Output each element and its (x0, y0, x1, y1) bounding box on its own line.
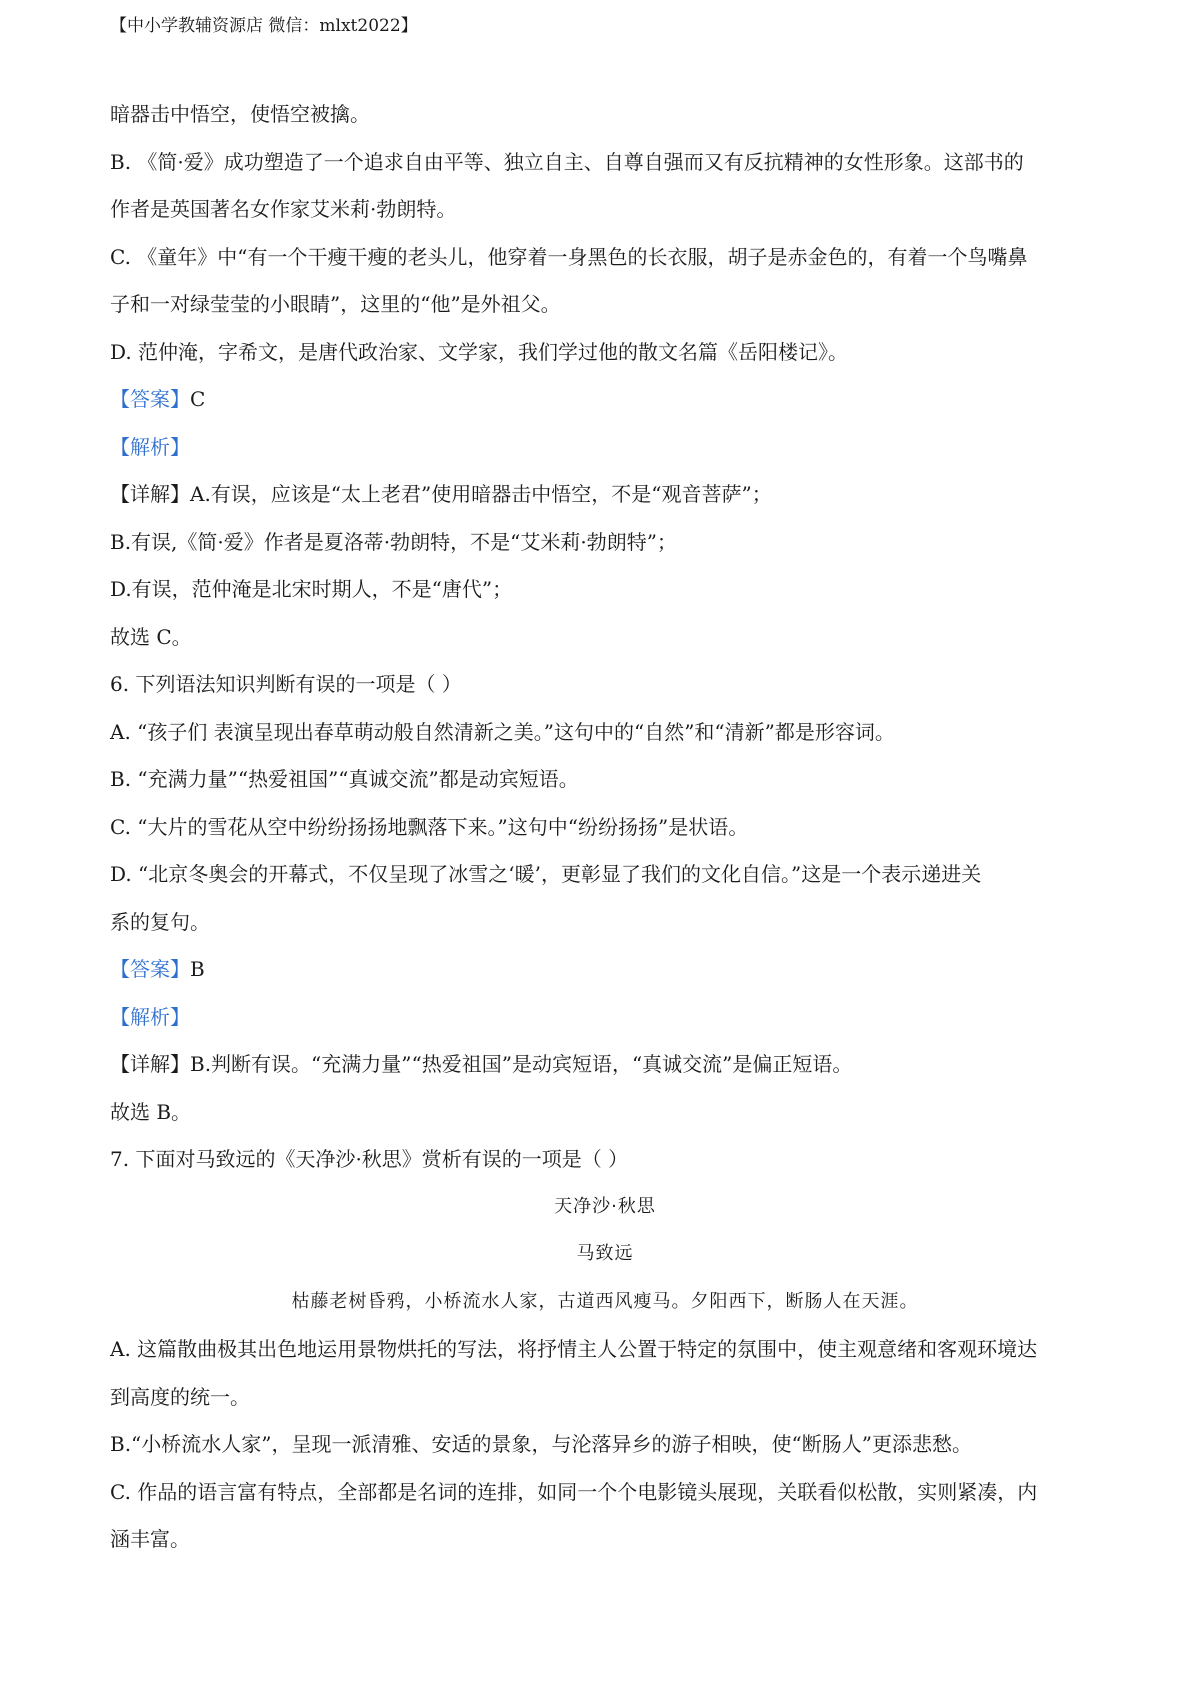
text-line: 子和一对绿莹莹的小眼睛”，这里的“他”是外祖父。 (110, 292, 561, 316)
answer-value: C (190, 387, 206, 411)
poem-author: 马致远 (576, 1243, 634, 1264)
answer-line (110, 953, 1100, 1001)
document-body (110, 98, 1100, 1571)
text-line: 故选 B。 (110, 1099, 192, 1124)
text-line: B. 《简·爱》成功塑造了一个追求自由平等、独立自主、自尊自强而又有反抗精神的女性形象。这部书的 (110, 149, 1024, 174)
text-line: C. 作品的语言富有特点，全部都是名词的连排，如同一个个电影镜头展现，关联看似松散，实则紧凑，内 (110, 1479, 1038, 1504)
poem-title: 天净沙·秋思 (554, 1195, 656, 1217)
analysis-line (110, 431, 1100, 479)
text-line: B.有误,《简·爱》作者是夏洛蒂·勃朗特，不是“艾米莉·勃朗特”； (110, 529, 677, 554)
analysis-label: 【解析】 (110, 434, 190, 459)
text-line: 【详解】A.有误，应该是“太上老君”使用暗器击中悟空，不是“观音菩萨”； (110, 482, 772, 506)
analysis-line (110, 1001, 1100, 1049)
text-line: D. “北京冬奥会的开幕式，不仅呈现了冰雪之‘暖’，更彰显了我们的文化自信。”这是一个表示递进关 (110, 862, 982, 886)
question-title: 7. 下面对马致远的《天净沙·秋思》赏析有误的一项是（ ） (110, 1147, 629, 1171)
text-line: 【详解】B.判断有误。“充满力量”“热爱祖国”是动宾短语，“真诚交流”是偏正短语。 (110, 1052, 853, 1076)
poem-text: 枯藤老树昏鸦，小桥流水人家，古道西风瘦马。夕阳西下，断肠人在天涯。 (291, 1290, 919, 1312)
text-line: 故选 C。 (110, 624, 192, 649)
text-line: 涵丰富。 (110, 1527, 190, 1551)
answer-label: 【答案】 (110, 387, 190, 411)
question-title: 6. 下列语法知识判断有误的一项是（ ） (110, 672, 462, 696)
text-line: A. “孩子们 表演呈现出春草萌动般自然清新之美。”这句中的“自然”和“清新”都是形容词。 (110, 719, 895, 744)
text-line: B.“小桥流水人家”，呈现一派清雅、安适的景象，与沦落异乡的游子相映，使“断肠人”更添悲愁。 (110, 1432, 972, 1456)
answer-line (110, 383, 1100, 431)
text-line: 作者是英国著名女作家艾米莉·勃朗特。 (110, 197, 457, 221)
text-line: D.有误，范仲淹是北宋时期人，不是“唐代”； (110, 577, 513, 601)
text-line: 暗器击中悟空，使悟空被擒。 (110, 102, 370, 126)
analysis-label: 【解析】 (110, 1004, 190, 1029)
answer-label: 【答案】 (110, 957, 190, 981)
text-line: B. “充满力量”“热爱祖国”“真诚交流”都是动宾短语。 (110, 767, 579, 791)
text-line: C. 《童年》中“有一个干瘦干瘦的老头儿，他穿着一身黑色的长衣服，胡子是赤金色的，有着一个鸟嘴鼻 (110, 244, 1028, 269)
page-header: 【中小学教辅资源店 微信：mlxt2022】 (110, 16, 418, 36)
answer-value: B (190, 957, 205, 981)
text-line: 到高度的统一。 (110, 1384, 250, 1409)
text-line: A. 这篇散曲极其出色地运用景物烘托的写法，将抒情主人公置于特定的氛围中，使主观意绪和客观环境达 (110, 1337, 1038, 1361)
text-line: 系的复句。 (110, 909, 210, 934)
text-line: C. “大片的雪花从空中纷纷扬扬地飘落下来。”这句中“纷纷扬扬”是状语。 (110, 814, 749, 839)
text-line: D. 范仲淹，字希文，是唐代政治家、文学家，我们学过他的散文名篇《岳阳楼记》。 (110, 339, 849, 364)
